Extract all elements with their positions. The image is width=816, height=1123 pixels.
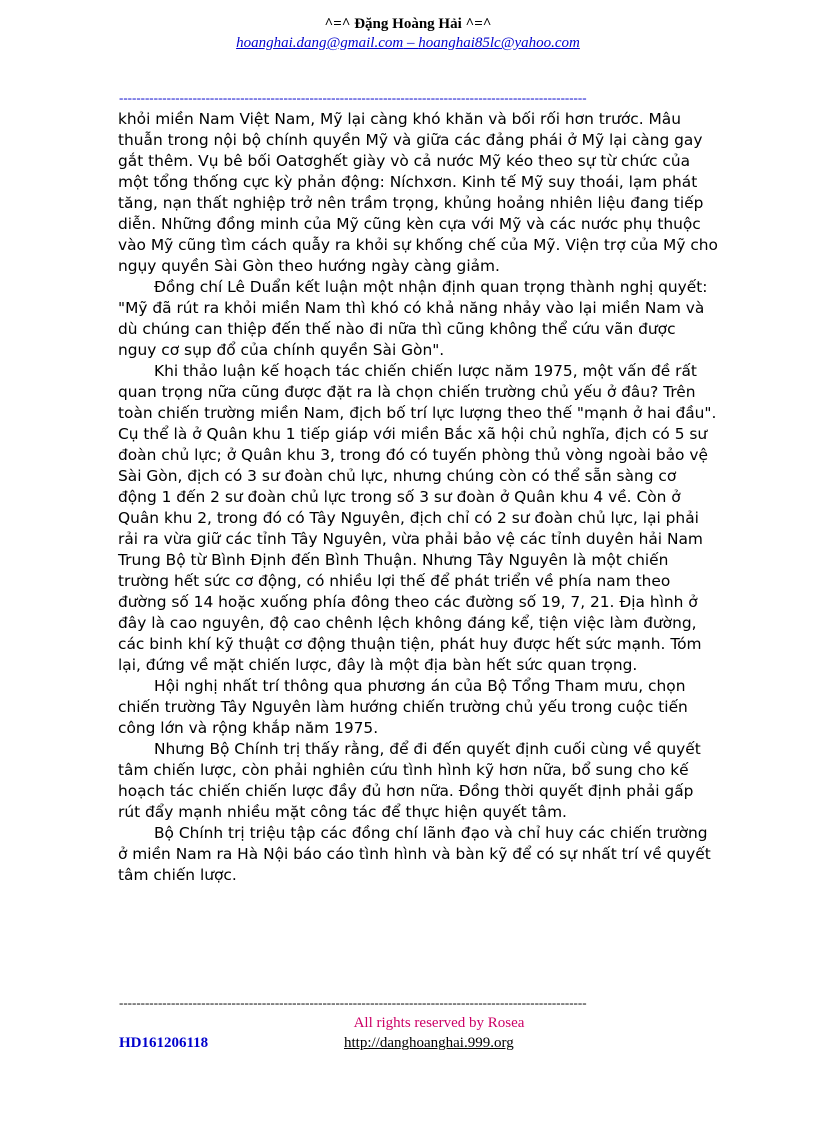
footer-divider: ------------------------------------------------------------------------------------------------------------ xyxy=(119,996,587,1010)
document-body xyxy=(118,109,718,886)
page-header xyxy=(0,14,816,53)
paragraph: Khi thảo luận kế hoạch tác chiến chiến lược năm 1975, một vấn đề rất quan trọng nữa cũng được đặt ra là chọn chiến trường chủ yếu ở đâu? Trên toàn chiến trường miền Nam, địch bố trí lực lượng theo thế "mạnh ở hai đầu". Cụ thể là ở Quân khu 1 tiếp giáp với miền Bắc xã hội chủ nghĩa, địch có 5 sư đoàn chủ lực; ở Quân khu 3, trong đó có tuyến phòng thủ vòng ngoài bảo vệ Sài Gòn, địch có 3 sư đoàn chủ lực, nhưng chúng còn có thể sẵn sàng cơ động 1 đến 2 sư đoàn chủ lực trong số 3 sư đoàn ở Quân khu 4 về. Còn ở Quân khu 2, trong đó có Tây Nguyên, địch chỉ có 2 sư đoàn chủ lực, lại phải rải ra vừa giữ các tỉnh Tây Nguyên, vừa phải bảo vệ các tỉnh duyên hải Nam Trung Bộ từ Bình Định đến Bình Thuận. Nhưng Tây Nguyên là một chiến trường hết sức cơ động, có nhiều lợi thế để phát triển về phía nam theo đường số 14 hoặc xuống phía đông theo các đường số 19, 7, 21. Địa hình ở đây là cao nguyên, độ cao chênh lệch không đáng kể, tiện việc làm đường, các binh khí kỹ thuật cơ động thuận tiện, phát huy được hết sức mạnh. Tóm lại, đứng về mặt chiến lược, đây là một địa bàn hết sức quan trọng. xyxy=(118,362,717,674)
email-separator: – xyxy=(403,35,419,51)
paragraph: Hội nghị nhất trí thông qua phương án của Bộ Tổng Tham mưu, chọn chiến trường Tây Nguyên làm hướng chiến trường chủ yếu trong cuộc tiến công lớn và rộng khắp năm 1975. xyxy=(118,677,688,737)
footer-rights: All rights reserved by Rosea xyxy=(353,1015,525,1031)
author-emails xyxy=(0,34,816,53)
paragraph: Bộ Chính trị triệu tập các đồng chí lãnh đạo và chỉ huy các chiến trường ở miền Nam ra Hà Nội báo cáo tình hình và bàn kỹ để có sự nhất trí về quyết tâm chiến lược. xyxy=(118,824,711,884)
document-code: HD161206118 xyxy=(119,1035,209,1051)
paragraph: khỏi miền Nam Việt Nam, Mỹ lại càng khó khăn và bối rối hơn trước. Mâu thuẫn trong nội bộ chính quyền Mỹ và giữa các đảng phái ở Mỹ lại càng gay gắt thêm. Vụ bê bối Oatơghết giày vò cả nước Mỹ kéo theo sự từ chức của một tổng thống cực kỳ phản động: Níchxơn. Kinh tế Mỹ suy thoái, lạm phát tăng, nạn thất nghiệp trở nên trầm trọng, khủng hoảng nhiên liệu đang tiếp diễn. Những đồng minh của Mỹ cũng kèn cựa với Mỹ và các nước phụ thuộc vào Mỹ cũng tìm cách quẫy ra khỏi sự khống chế của Mỹ. Viện trợ của Mỹ cho ngụy quyền Sài Gòn theo hướng ngày càng giảm. xyxy=(118,110,718,275)
header-divider: ------------------------------------------------------------------------------------------------------------ xyxy=(119,91,587,105)
author-title: ^=^ Đặng Hoàng Hải ^=^ xyxy=(324,16,492,32)
footer-website-link[interactable]: http://danghoanghai.999.org xyxy=(344,1035,514,1051)
paragraph: Nhưng Bộ Chính trị thấy rằng, để đi đến quyết định cuối cùng về quyết tâm chiến lược, còn phải nghiên cứu tình hình kỹ hơn nữa, bổ sung cho kế hoạch tác chiến chiến lược đầy đủ hơn nữa. Đồng thời quyết định phải gấp rút đẩy mạnh nhiều mặt công tác để thực hiện quyết tâm. xyxy=(118,740,701,821)
email-link-yahoo[interactable]: hoanghai85lc@yahoo.com xyxy=(418,35,580,51)
email-link-gmail[interactable]: hoanghai.dang@gmail.com xyxy=(236,35,404,51)
paragraph: Đồng chí Lê Duẩn kết luận một nhận định quan trọng thành nghị quyết: "Mỹ đã rút ra khỏi miền Nam thì khó có khả năng nhảy vào lại miền Nam và dù chúng can thiệp đến thế nào đi nữa thì cũng không thể cứu vãn được nguy cơ sụp đổ của chính quyền Sài Gòn". xyxy=(118,278,708,359)
